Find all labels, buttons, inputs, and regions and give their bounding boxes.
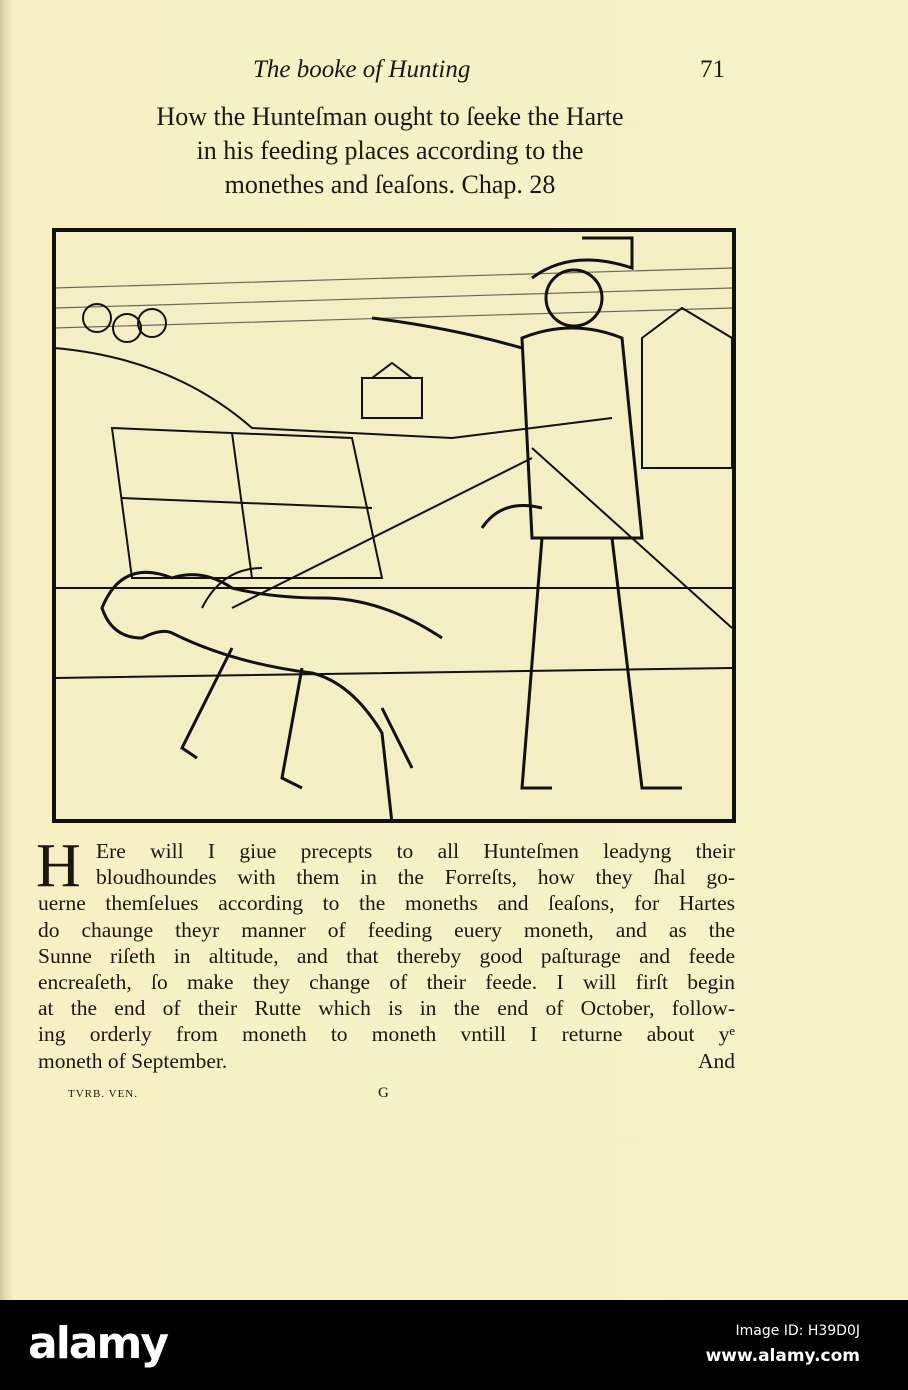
- chapter-title-line: How the Hunteſman ought to ſeeke the Harte: [156, 102, 624, 131]
- body-line: bloudhoundes with them in the Forreſts, how they ſhal go-: [96, 865, 735, 890]
- drop-cap: H: [36, 832, 81, 900]
- body-line: Ere will I giue precepts to all Hunteſmen leadyng their: [96, 839, 735, 863]
- body-line: at the end of their Rutte which is in the end of October, follow-: [38, 996, 735, 1021]
- running-header: [0, 56, 908, 90]
- alamy-logo: alamy: [28, 1318, 167, 1369]
- catchword: And: [697, 1048, 735, 1073]
- watermark-bar: [0, 1300, 908, 1390]
- site-url: www.alamy.com: [705, 1346, 860, 1366]
- body-line: Sunne riſeth in altitude, and that thereby good paſturage and feede: [38, 943, 735, 968]
- image-id: Image ID: H39D0J: [735, 1323, 860, 1339]
- body-line: do chaunge theyr manner of feeding euery moneth, and as the: [38, 917, 735, 942]
- page-number: 71: [700, 56, 725, 83]
- last-line-text: moneth of September.: [38, 1048, 228, 1073]
- signature-note: TVRB. VEN.: [68, 1088, 138, 1100]
- body-last-line: [38, 1048, 735, 1074]
- chapter-title-line: monethes and ſeaſons. Chap. 28: [224, 170, 556, 199]
- chapter-title: [40, 100, 740, 202]
- signature-mark: G: [378, 1085, 389, 1101]
- chapter-title-line: in his feeding places according to the: [196, 136, 584, 165]
- body-line: ing orderly from moneth to moneth vntill I returne about yᵉ: [38, 1022, 735, 1047]
- body-line: encreaſeth, ſo make they change of their feede. I will firſt begin: [38, 969, 735, 994]
- running-title: The booke of Hunting: [253, 56, 471, 83]
- body-line: uerne themſelues according to the moneths and ſeaſons, for Hartes: [38, 891, 735, 916]
- body-text: [36, 832, 735, 1074]
- woodcut-illustration: [52, 228, 736, 823]
